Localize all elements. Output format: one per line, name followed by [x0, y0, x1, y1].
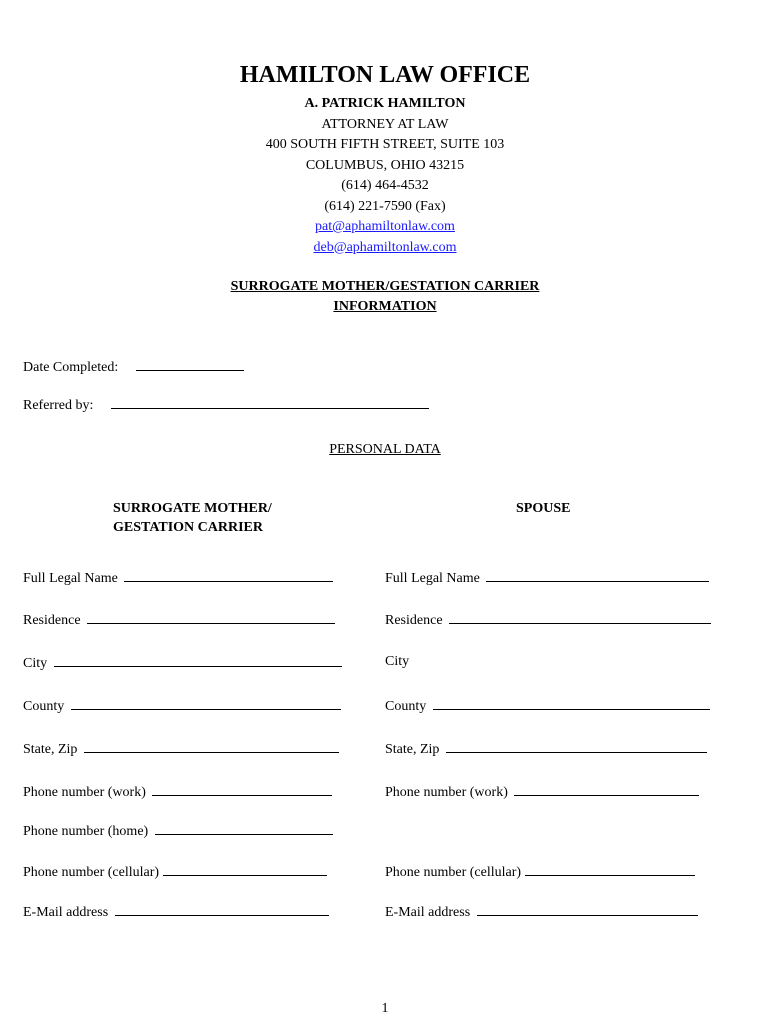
spouse-phone-work-row: [385, 783, 699, 801]
surrogate-county-label: County: [23, 699, 65, 714]
spouse-phone-work-field[interactable]: [514, 783, 699, 796]
address-line1: 400 SOUTH FIFTH STREET, SUITE 103: [265, 137, 505, 152]
email-link-pat[interactable]: pat@aphamiltonlaw.com: [315, 219, 455, 234]
surrogate-county-field[interactable]: [71, 697, 341, 710]
surrogate-phone-work-label: Phone number (work): [23, 785, 146, 800]
spouse-county-label: County: [385, 699, 427, 714]
surrogate-phone-home-field[interactable]: [155, 822, 333, 835]
spouse-county-field[interactable]: [433, 697, 710, 710]
spouse-city-label: City: [385, 654, 410, 669]
spouse-residence-label: Residence: [385, 613, 443, 628]
firm-name: HAMILTON LAW OFFICE: [239, 62, 531, 88]
surrogate-state-zip-label: State, Zip: [23, 742, 78, 757]
spouse-phone-cellular-label: Phone number (cellular): [385, 865, 522, 880]
spouse-phone-cellular-field[interactable]: [525, 863, 695, 876]
date-completed-row: [23, 358, 244, 376]
spouse-county-row: [385, 697, 710, 715]
surrogate-city-field[interactable]: [54, 654, 342, 667]
referred-by-field[interactable]: [111, 396, 429, 409]
letterhead: [0, 94, 770, 258]
surrogate-heading-line1: SURROGATE MOTHER/: [113, 501, 272, 516]
spouse-email-row: [385, 903, 698, 921]
surrogate-full-legal-name-label: Full Legal Name: [23, 571, 118, 586]
referred-by-row: [23, 396, 429, 414]
surrogate-full-legal-name-row: [23, 569, 333, 587]
surrogate-phone-work-field[interactable]: [152, 783, 332, 796]
email-link-deb[interactable]: deb@aphamiltonlaw.com: [313, 239, 457, 255]
surrogate-state-zip-field[interactable]: [84, 740, 339, 753]
surrogate-phone-home-label: Phone number (home): [23, 824, 149, 839]
surrogate-phone-cellular-row: [23, 863, 327, 881]
surrogate-phone-cellular-label: Phone number (cellular): [23, 865, 160, 880]
surrogate-phone-home-row: [23, 822, 333, 840]
form-title: [0, 277, 770, 317]
spouse-residence-field[interactable]: [449, 611, 711, 624]
spouse-state-zip-label: State, Zip: [385, 742, 440, 757]
form-title-line1: SURROGATE MOTHER/GESTATION CARRIER: [230, 279, 540, 294]
surrogate-email-field[interactable]: [115, 903, 329, 916]
spouse-phone-cellular-row: [385, 863, 695, 881]
personal-data-heading: PERSONAL DATA: [329, 442, 441, 457]
surrogate-email-row: [23, 903, 329, 921]
spouse-state-zip-row: [385, 740, 707, 758]
spouse-phone-work-label: Phone number (work): [385, 785, 508, 800]
surrogate-heading-line2: GESTATION CARRIER: [113, 520, 264, 535]
surrogate-city-label: City: [23, 656, 48, 671]
form-title-line2: INFORMATION: [333, 299, 437, 314]
spouse-full-legal-name-row: [385, 569, 709, 587]
spouse-state-zip-field[interactable]: [446, 740, 707, 753]
attorney-name: A. PATRICK HAMILTON: [304, 96, 466, 111]
surrogate-phone-work-row: [23, 783, 332, 801]
referred-by-label: Referred by:: [23, 398, 94, 413]
date-completed-label: Date Completed:: [23, 360, 119, 375]
spouse-full-legal-name-label: Full Legal Name: [385, 571, 480, 586]
surrogate-phone-cellular-field[interactable]: [163, 863, 327, 876]
surrogate-state-zip-row: [23, 740, 339, 758]
surrogate-residence-row: [23, 611, 335, 629]
address-line2: COLUMBUS, OHIO 43215: [305, 157, 465, 173]
spouse-email-label: E-Mail address: [385, 905, 471, 920]
surrogate-residence-label: Residence: [23, 613, 81, 628]
phone-number: (614) 464-4532: [341, 178, 429, 193]
spouse-column-heading: SPOUSE: [516, 501, 571, 516]
fax-number: (614) 221-7590 (Fax): [324, 198, 446, 214]
attorney-title: ATTORNEY AT LAW: [321, 116, 449, 132]
surrogate-email-label: E-Mail address: [23, 905, 109, 920]
surrogate-full-legal-name-field[interactable]: [124, 569, 333, 582]
spouse-full-legal-name-field[interactable]: [486, 569, 709, 582]
surrogate-city-row: [23, 654, 342, 672]
surrogate-county-row: [23, 697, 341, 715]
page-number: 1: [381, 1001, 389, 1016]
spouse-residence-row: [385, 611, 711, 629]
surrogate-column-heading: [113, 499, 272, 537]
surrogate-residence-field[interactable]: [87, 611, 335, 624]
date-completed-field[interactable]: [136, 358, 244, 371]
spouse-city-row: [385, 654, 409, 670]
spouse-email-field[interactable]: [477, 903, 698, 916]
